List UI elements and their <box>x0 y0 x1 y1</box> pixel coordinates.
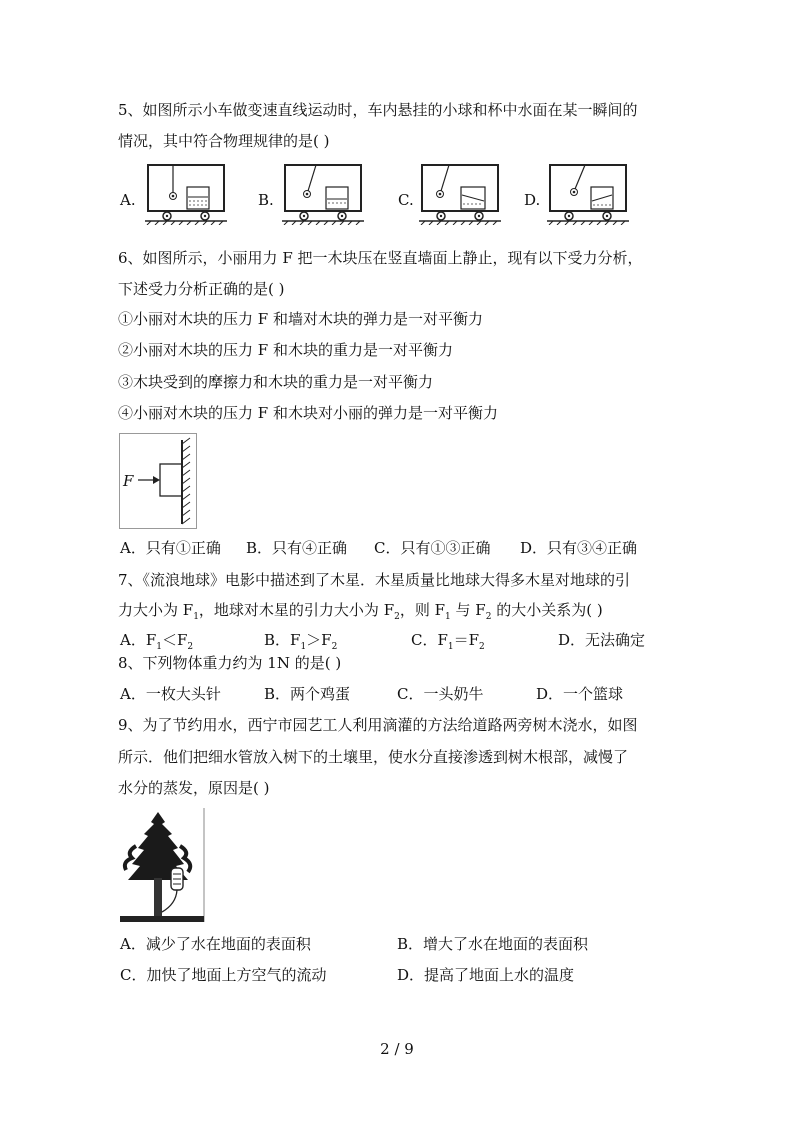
page-number: 2 / 9 <box>380 1040 414 1058</box>
q9-line2: 所示．他们把细水管放入树下的土壤里，使水分直接渗透到树木根部，减慢了 <box>118 748 629 766</box>
q6-option-a: A．只有①正确 <box>120 539 221 557</box>
q8-line1: 8、下列物体重力约为 1N 的是( ) <box>118 654 342 672</box>
q5-line2: 情况，其中符合物理规律的是( ) <box>118 132 330 150</box>
q5-option-b-label: B. <box>258 191 274 209</box>
q9-line3: 水分的蒸发，原因是( ) <box>118 779 270 797</box>
q7-line1: 7、《流浪地球》电影中描述到了木星．木星质量比地球大得多木星对地球的引 <box>118 571 631 589</box>
q9-line1: 9、为了节约用水，西宁市园艺工人利用滴灌的方法给道路两旁树木浇水，如图 <box>118 716 638 734</box>
q8-option-a: A．一枚大头针 <box>120 685 221 703</box>
q5-figure-c <box>417 163 503 225</box>
q7-option-b: B．$F_1>F_2$ <box>264 631 338 652</box>
q5-option-a-label: A. <box>120 191 136 209</box>
q9-option-d: D．提高了地面上水的温度 <box>397 966 575 984</box>
q8-option-d: D．一个篮球 <box>536 685 624 703</box>
q6-statement-3: ③木块受到的摩擦力和木块的重力是一对平衡力 <box>118 373 434 391</box>
q5-figure-d <box>545 163 631 225</box>
q9-tree-figure <box>118 808 208 924</box>
q6-option-c: C．只有①③正确 <box>374 539 491 557</box>
q6-option-d: D．只有③④正确 <box>520 539 638 557</box>
q9-option-b: B．增大了水在地面的表面积 <box>397 935 589 953</box>
q9-option-c: C．加快了地面上方空气的流动 <box>120 966 327 984</box>
q6-line1: 6、如图所示，小丽用力 F 把一木块压在竖直墙面上静止，现有以下受力分析， <box>118 249 643 267</box>
q7-option-a: A．$F_1<F_2$ <box>120 631 194 652</box>
q5-line1: 5、如图所示小车做变速直线运动时，车内悬挂的小球和杯中水面在某一瞬间的 <box>118 101 638 119</box>
q6-statement-4: ④小丽对木块的压力 F 和木块对小丽的弹力是一对平衡力 <box>118 404 498 422</box>
q7-option-d: D．无法确定 <box>558 631 646 649</box>
q9-option-a: A．减少了水在地面的表面积 <box>120 935 311 953</box>
q5-figure-a <box>143 163 229 225</box>
q6-statement-2: ②小丽对木块的压力 F 和木块的重力是一对平衡力 <box>118 341 453 359</box>
q8-option-b: B．两个鸡蛋 <box>264 685 351 703</box>
q5-option-d-label: D. <box>524 191 541 209</box>
q6-option-b: B．只有④正确 <box>246 539 348 557</box>
q6-figure <box>119 433 197 529</box>
q5-option-c-label: C. <box>398 191 414 209</box>
q6-line2: 下述受力分析正确的是( ) <box>118 280 285 298</box>
force-f-label: F <box>123 472 134 490</box>
q8-option-c: C．一头奶牛 <box>397 685 484 703</box>
q7-line2: 力大小为 $F_1$，地球对木星的引力大小为 $F_2$，则 $F_1$ 与 $F_2$ 的大小关系为( ) <box>118 601 603 622</box>
q7-option-c: C．$F_1=F_2$ <box>411 631 485 652</box>
q6-statement-1: ①小丽对木块的压力 F 和墙对木块的弹力是一对平衡力 <box>118 310 483 328</box>
q5-figure-b <box>280 163 366 225</box>
